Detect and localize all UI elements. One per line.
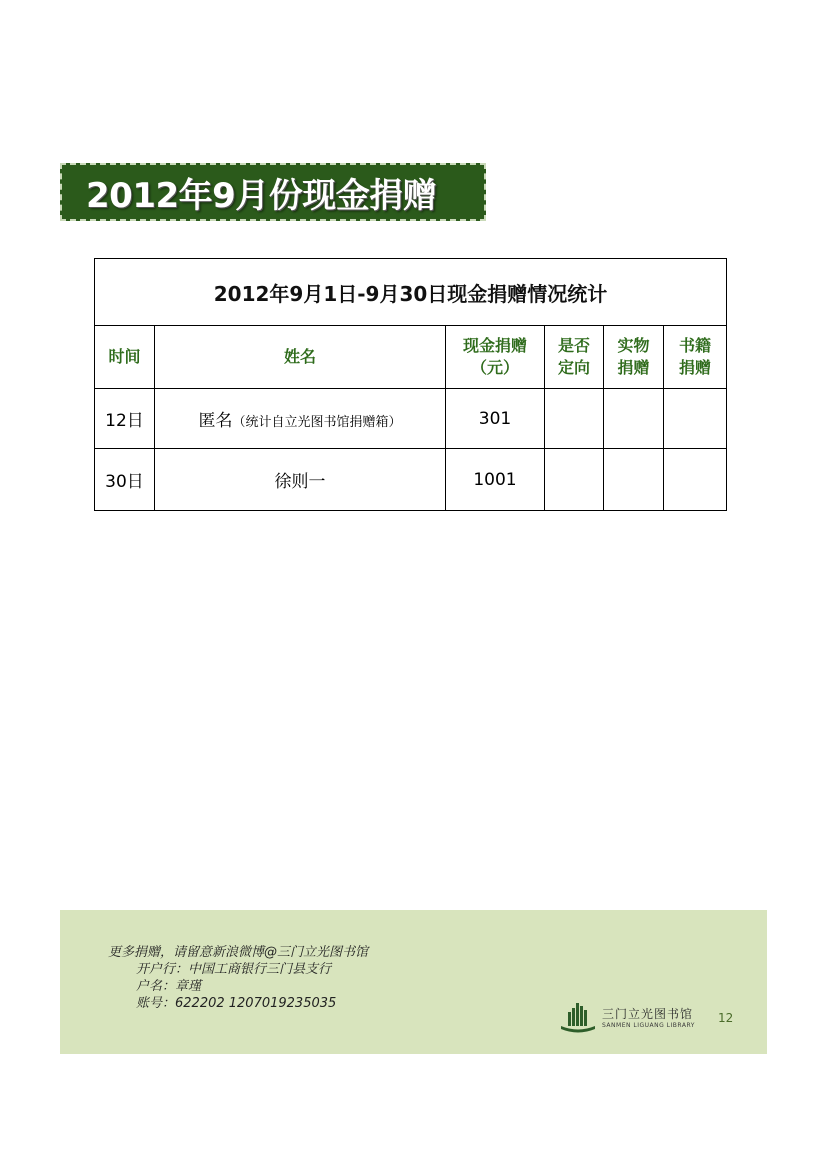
- header-goods: [604, 326, 664, 389]
- logo-en-text: SANMEN LIGUANG LIBRARY: [602, 1022, 695, 1029]
- row-designated: [545, 449, 604, 511]
- bank-name: 开户行：中国工商银行三门县支行: [136, 962, 332, 977]
- header-goods-line2: 捐赠: [617, 358, 650, 377]
- footer-panel: [60, 910, 767, 1054]
- row-time: 12日: [95, 389, 155, 449]
- header-cash-line1: 现金捐赠: [462, 336, 527, 355]
- row-name: [155, 449, 446, 511]
- row-books: [664, 389, 727, 449]
- logo-cn-text: 三门立光图书馆: [602, 1007, 694, 1021]
- row-books: [664, 449, 727, 511]
- donation-table: [94, 258, 727, 511]
- banner-title: 2012年9月份现金捐赠: [86, 175, 437, 216]
- account-number: 账号：622202 1207019235035: [136, 996, 337, 1011]
- row-goods: [604, 389, 664, 449]
- table-caption: 2012年9月1日-9月30日现金捐赠情况统计: [95, 259, 727, 326]
- header-cash-line2: （元）: [470, 358, 519, 377]
- header-designated-line1: 是否: [557, 336, 590, 355]
- table-header-row: [95, 326, 727, 389]
- library-logo-icon: [560, 1000, 596, 1034]
- table-row: [95, 389, 727, 449]
- weibo-note: 更多捐赠，请留意新浪微博@三门立光图书馆: [108, 945, 369, 960]
- header-designated-line2: 定向: [557, 358, 590, 377]
- row-name-note: （统计自立光图书馆捐赠箱）: [232, 415, 402, 430]
- header-designated: [545, 326, 604, 389]
- header-time: 时间: [95, 326, 155, 389]
- header-cash: [446, 326, 545, 389]
- section-banner: [60, 163, 486, 221]
- row-name: [155, 389, 446, 449]
- row-goods: [604, 449, 664, 511]
- library-logo: [560, 1000, 695, 1034]
- table-row: [95, 449, 727, 511]
- row-name-text: 匿名: [198, 411, 233, 431]
- row-name-text: 徐则一: [274, 472, 326, 492]
- header-books: [664, 326, 727, 389]
- header-goods-line1: 实物: [617, 336, 650, 355]
- header-name: 姓名: [155, 326, 446, 389]
- row-designated: [545, 389, 604, 449]
- row-time: 30日: [95, 449, 155, 511]
- page-number: 12: [718, 1011, 734, 1025]
- header-books-line1: 书籍: [679, 336, 712, 355]
- row-amount: 1001: [446, 449, 545, 511]
- header-books-line2: 捐赠: [679, 358, 712, 377]
- row-amount: 301: [446, 389, 545, 449]
- account-name: 户名：章瑾: [136, 979, 202, 994]
